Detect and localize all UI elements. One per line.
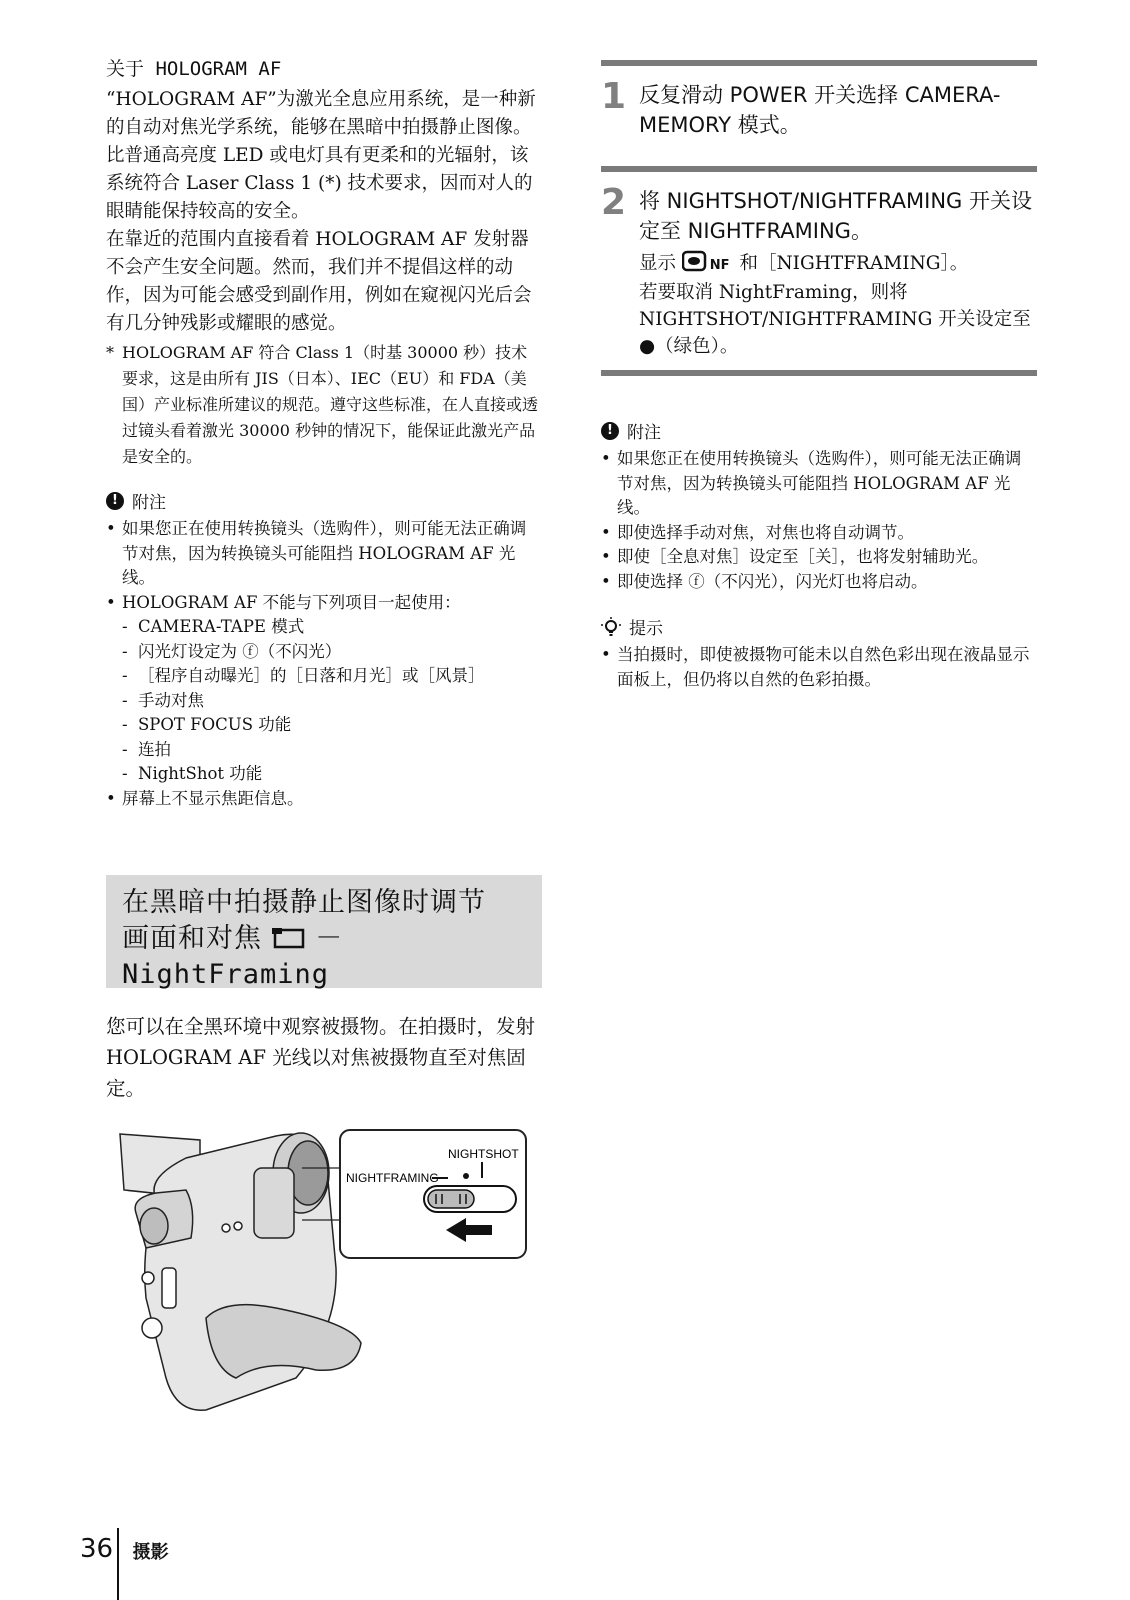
list-item: • 即使［全息对焦］设定至［关］，也将发射辅助光。 bbox=[601, 545, 1037, 570]
nightframing-label: NIGHTFRAMING bbox=[346, 1171, 439, 1185]
step-2-detail-line-3: ●（绿色）。 bbox=[639, 336, 739, 357]
right-notes-list bbox=[601, 447, 1037, 594]
section-heading-line-2: 画面和对焦 － NightFraming bbox=[122, 923, 344, 990]
hologram-body bbox=[106, 86, 542, 338]
page-number: 36 bbox=[80, 1534, 114, 1564]
sub-item: - SPOT FOCUS 功能 bbox=[122, 713, 542, 738]
note-icon: ! bbox=[106, 492, 124, 510]
section-heading-box bbox=[106, 875, 542, 988]
sub-item: - 手动对焦 bbox=[122, 689, 542, 714]
sub-item: - CAMERA-TAPE 模式 bbox=[122, 615, 542, 640]
right-column bbox=[601, 60, 1037, 692]
footer-section-label: 摄影 bbox=[132, 1542, 169, 1563]
left-column bbox=[106, 56, 542, 811]
tip-list bbox=[601, 643, 1037, 692]
list-item: • 屏幕上不显示焦距信息。 bbox=[106, 787, 542, 812]
footer-divider bbox=[117, 1528, 119, 1600]
step-2-bottom-divider bbox=[601, 370, 1037, 376]
step-2-number: 2 bbox=[601, 182, 627, 223]
sub-item: - 连拍 bbox=[122, 738, 542, 763]
right-notes-heading: ! 附注 bbox=[601, 418, 1037, 443]
sub-item: - ［程序自动曝光］的［日落和月光］或［风景］ bbox=[122, 664, 542, 689]
section-intro: 您可以在全黑环境中观察被摄物。在拍摄时，发射 HOLOGRAM AF 光线以对焦被摄物直至对焦固定。 bbox=[106, 1015, 536, 1100]
section-heading bbox=[122, 885, 542, 993]
hologram-footnote bbox=[106, 340, 542, 470]
left-notes-heading bbox=[106, 488, 542, 513]
list-item-text: HOLOGRAM AF 不能与下列项目一起使用： bbox=[122, 592, 461, 612]
step-2-detail-line-1: 显示 NF 和［NIGHTFRAMING］。 bbox=[639, 250, 1037, 279]
step-2-divider bbox=[601, 166, 1037, 172]
list-item: • 即使选择 ⓕ（不闪光），闪光灯也将启动。 bbox=[601, 570, 1037, 595]
list-item: • 如果您正在使用转换镜头（选购件），则可能无法正确调节对焦，因为转换镜头可能阻挡 HOLOGRAM AF 光线。 bbox=[106, 517, 542, 591]
step-1-number: 1 bbox=[601, 76, 627, 117]
sub-list bbox=[122, 615, 542, 787]
lightbulb-icon bbox=[601, 617, 621, 637]
footnote-marker: * bbox=[106, 343, 114, 362]
list-item: • 即使选择手动对焦，对焦也将自动调节。 bbox=[601, 521, 1037, 546]
note-icon: ! bbox=[601, 422, 619, 440]
hologram-para-1: “HOLOGRAM AF”为激光全息应用系统，是一种新的自动对焦光学系统，能够在黑暗中拍摄静止图像。比普通高亮度 LED 或电灯具有更柔和的光辐射，该系统符合 Laser Class 1 (*) 技术要求，因而对人的眼睛能保持较高的安全。 bbox=[106, 89, 536, 222]
step-2-detail-line-2: 若要取消 NightFraming，则将 NIGHTSHOT/NIGHTFRAMING 开关设定至 bbox=[639, 282, 1031, 330]
left-notes-heading-text: 附注 bbox=[132, 493, 166, 513]
sub-item: - NightShot 功能 bbox=[122, 762, 542, 787]
camcorder-drawing bbox=[116, 1128, 542, 1418]
nightshot-label: NIGHTSHOT bbox=[448, 1147, 519, 1161]
left-notes-list bbox=[106, 517, 542, 811]
sub-item: - 闪光灯设定为 ⓕ（不闪光） bbox=[122, 640, 542, 665]
list-item: • 当拍摄时，即使被摄物可能未以自然色彩出现在液晶显示面板上，但仍将以自然的色彩拍摄。 bbox=[601, 643, 1037, 692]
camera-memory-icon bbox=[272, 926, 306, 950]
step-2-text: 将 NIGHTSHOT/NIGHTFRAMING 开关设定至 NIGHTFRAMING。 bbox=[639, 189, 1032, 243]
step-1 bbox=[601, 76, 1037, 140]
hologram-para-2: 在靠近的范围内直接看着 HOLOGRAM AF 发射器不会产生安全问题。然而，我们并不提倡这样的动作，因为可能会感受到副作用，例如在窥视闪光后会有几分钟残影或耀眼的感觉。 bbox=[106, 229, 532, 334]
tip-heading: 提示 bbox=[601, 614, 1037, 639]
step-2 bbox=[601, 182, 1037, 360]
step-1-text: 反复滑动 POWER 开关选择 CAMERA-MEMORY 模式。 bbox=[639, 83, 1001, 137]
page-footer bbox=[80, 1528, 169, 1600]
step-2-detail bbox=[639, 250, 1037, 360]
camcorder-illustration bbox=[116, 1128, 542, 1418]
hologram-title: 关于 HOLOGRAM AF bbox=[106, 58, 282, 80]
footnote-text: HOLOGRAM AF 符合 Class 1（时基 30000 秒）技术要求，这是由所有 JIS（日本）、IEC（EU）和 FDA（美国）产业标准所建议的规范。遵守这些标准，在人直接或透过镜头看着激光 30000 秒钟的情况下，能保证此激光产品是安全的。 bbox=[122, 343, 539, 466]
step-1-divider bbox=[601, 60, 1037, 66]
section-heading-line-1: 在黑暗中拍摄静止图像时调节 bbox=[122, 887, 486, 918]
list-item bbox=[106, 591, 542, 787]
list-item: • 如果您正在使用转换镜头（选购件），则可能无法正确调节对焦，因为转换镜头可能阻挡 HOLOGRAM AF 光线。 bbox=[601, 447, 1037, 521]
